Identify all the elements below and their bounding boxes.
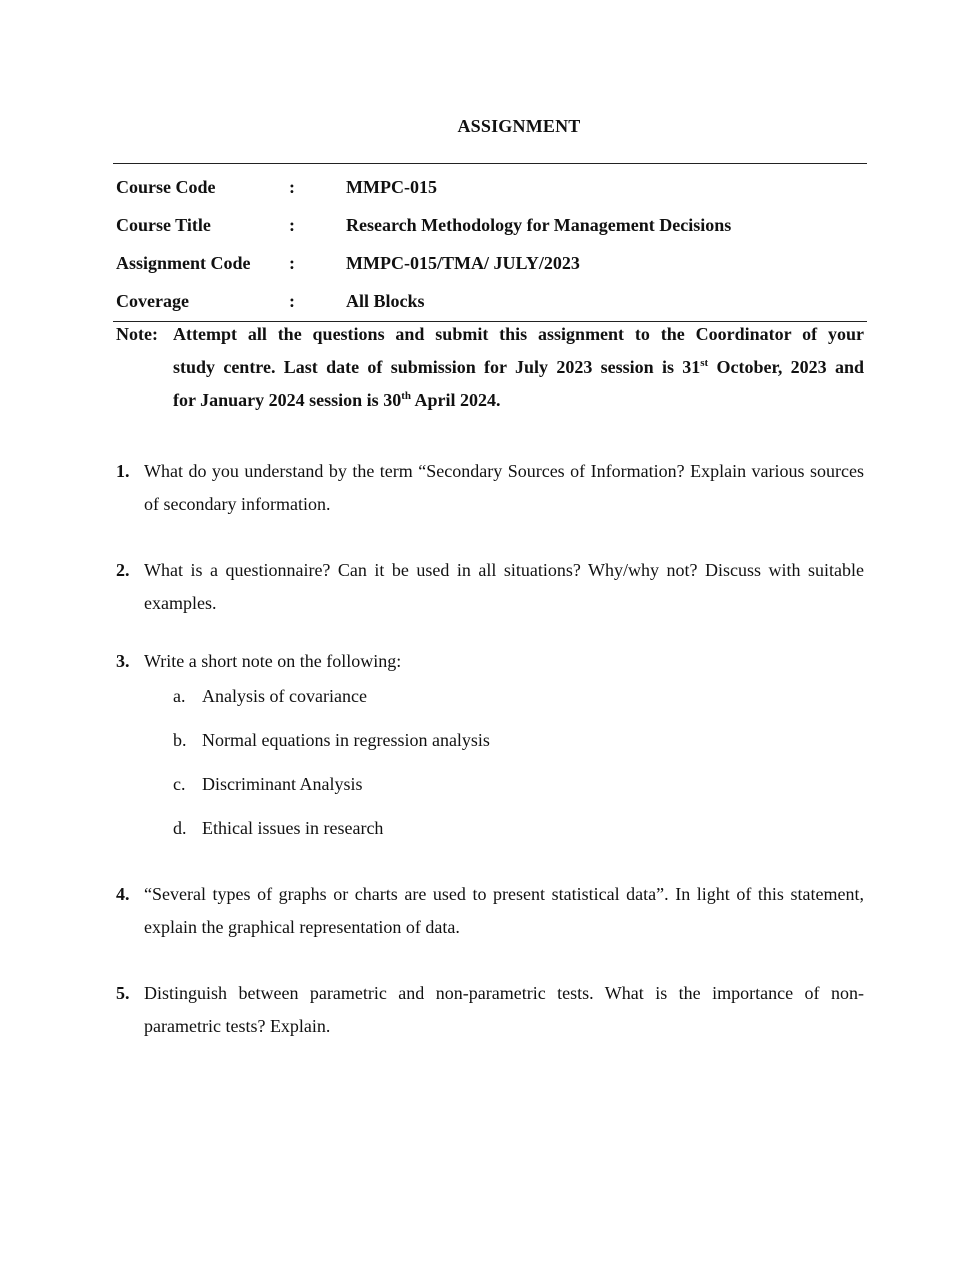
info-value: Research Methodology for Management Decisions bbox=[346, 214, 732, 235]
question-number: 1. bbox=[116, 461, 130, 481]
question-2 bbox=[116, 554, 864, 620]
subitem-b bbox=[173, 728, 490, 752]
info-colon: : bbox=[289, 252, 295, 273]
course-info-table bbox=[113, 163, 867, 322]
subitem-text: Discriminant Analysis bbox=[202, 774, 363, 794]
question-text: Distinguish between parametric and non-parametric tests. What is the importance of non-parametric tests? Explain. bbox=[144, 983, 864, 1036]
subitem-d bbox=[173, 816, 383, 840]
question-4 bbox=[116, 878, 864, 944]
assignment-code-row bbox=[113, 244, 867, 282]
question-3 bbox=[116, 645, 864, 678]
note-label: Note: bbox=[116, 324, 158, 344]
subitem-text: Analysis of covariance bbox=[202, 686, 367, 706]
course-code-row bbox=[113, 168, 867, 206]
subitem-text: Ethical issues in research bbox=[202, 818, 384, 838]
info-colon: : bbox=[289, 214, 295, 235]
question-text: “Several types of graphs or charts are used to present statistical data”. In light of this statement, explain the graphical representation of data. bbox=[144, 884, 864, 937]
note-line-2b: October, 2023 and bbox=[708, 357, 865, 377]
subitem-a bbox=[173, 684, 367, 708]
info-label: Course Title bbox=[116, 214, 211, 235]
info-label: Coverage bbox=[116, 290, 189, 311]
note-line-1: Attempt all the questions and submit this assignment to the Coordinator of your bbox=[173, 324, 864, 344]
subitem-letter: d. bbox=[173, 818, 187, 838]
note-first-line bbox=[116, 318, 864, 351]
subitem-c bbox=[173, 772, 363, 796]
info-value: MMPC-015 bbox=[346, 176, 437, 197]
question-text: Write a short note on the following: bbox=[144, 651, 402, 671]
info-label: Course Code bbox=[116, 176, 216, 197]
question-number: 3. bbox=[116, 651, 130, 671]
question-number: 5. bbox=[116, 983, 130, 1003]
question-number: 4. bbox=[116, 884, 130, 904]
question-number: 2. bbox=[116, 560, 130, 580]
subitem-letter: b. bbox=[173, 730, 187, 750]
info-value: MMPC-015/TMA/ JULY/2023 bbox=[346, 252, 580, 273]
note-sup-2: th bbox=[401, 390, 411, 402]
submission-note bbox=[116, 318, 864, 417]
subitem-text: Normal equations in regression analysis bbox=[202, 730, 490, 750]
info-colon: : bbox=[289, 290, 295, 311]
note-line-3 bbox=[116, 384, 864, 417]
note-sup-1: st bbox=[700, 357, 709, 369]
note-line-3b: April 2024. bbox=[410, 390, 501, 410]
question-text: What is a questionnaire? Can it be used in all situations? Why/why not? Discuss with suitable examples. bbox=[144, 560, 864, 613]
question-5 bbox=[116, 977, 864, 1043]
info-value: All Blocks bbox=[346, 290, 425, 311]
info-colon: : bbox=[289, 176, 295, 197]
page-title: ASSIGNMENT bbox=[457, 116, 581, 136]
subitem-letter: c. bbox=[173, 774, 186, 794]
question-text: What do you understand by the term “Secondary Sources of Information? Explain various sources of secondary information. bbox=[144, 461, 864, 514]
course-title-row bbox=[113, 206, 867, 244]
info-label: Assignment Code bbox=[116, 252, 251, 273]
question-1 bbox=[116, 455, 864, 521]
coverage-row bbox=[113, 282, 867, 320]
note-line-3a: for January 2024 session is 30 bbox=[173, 390, 402, 410]
note-line-2a: study centre. Last date of submission for July 2023 session is 31 bbox=[173, 357, 701, 377]
subitem-letter: a. bbox=[173, 686, 186, 706]
note-line-2 bbox=[116, 351, 864, 384]
